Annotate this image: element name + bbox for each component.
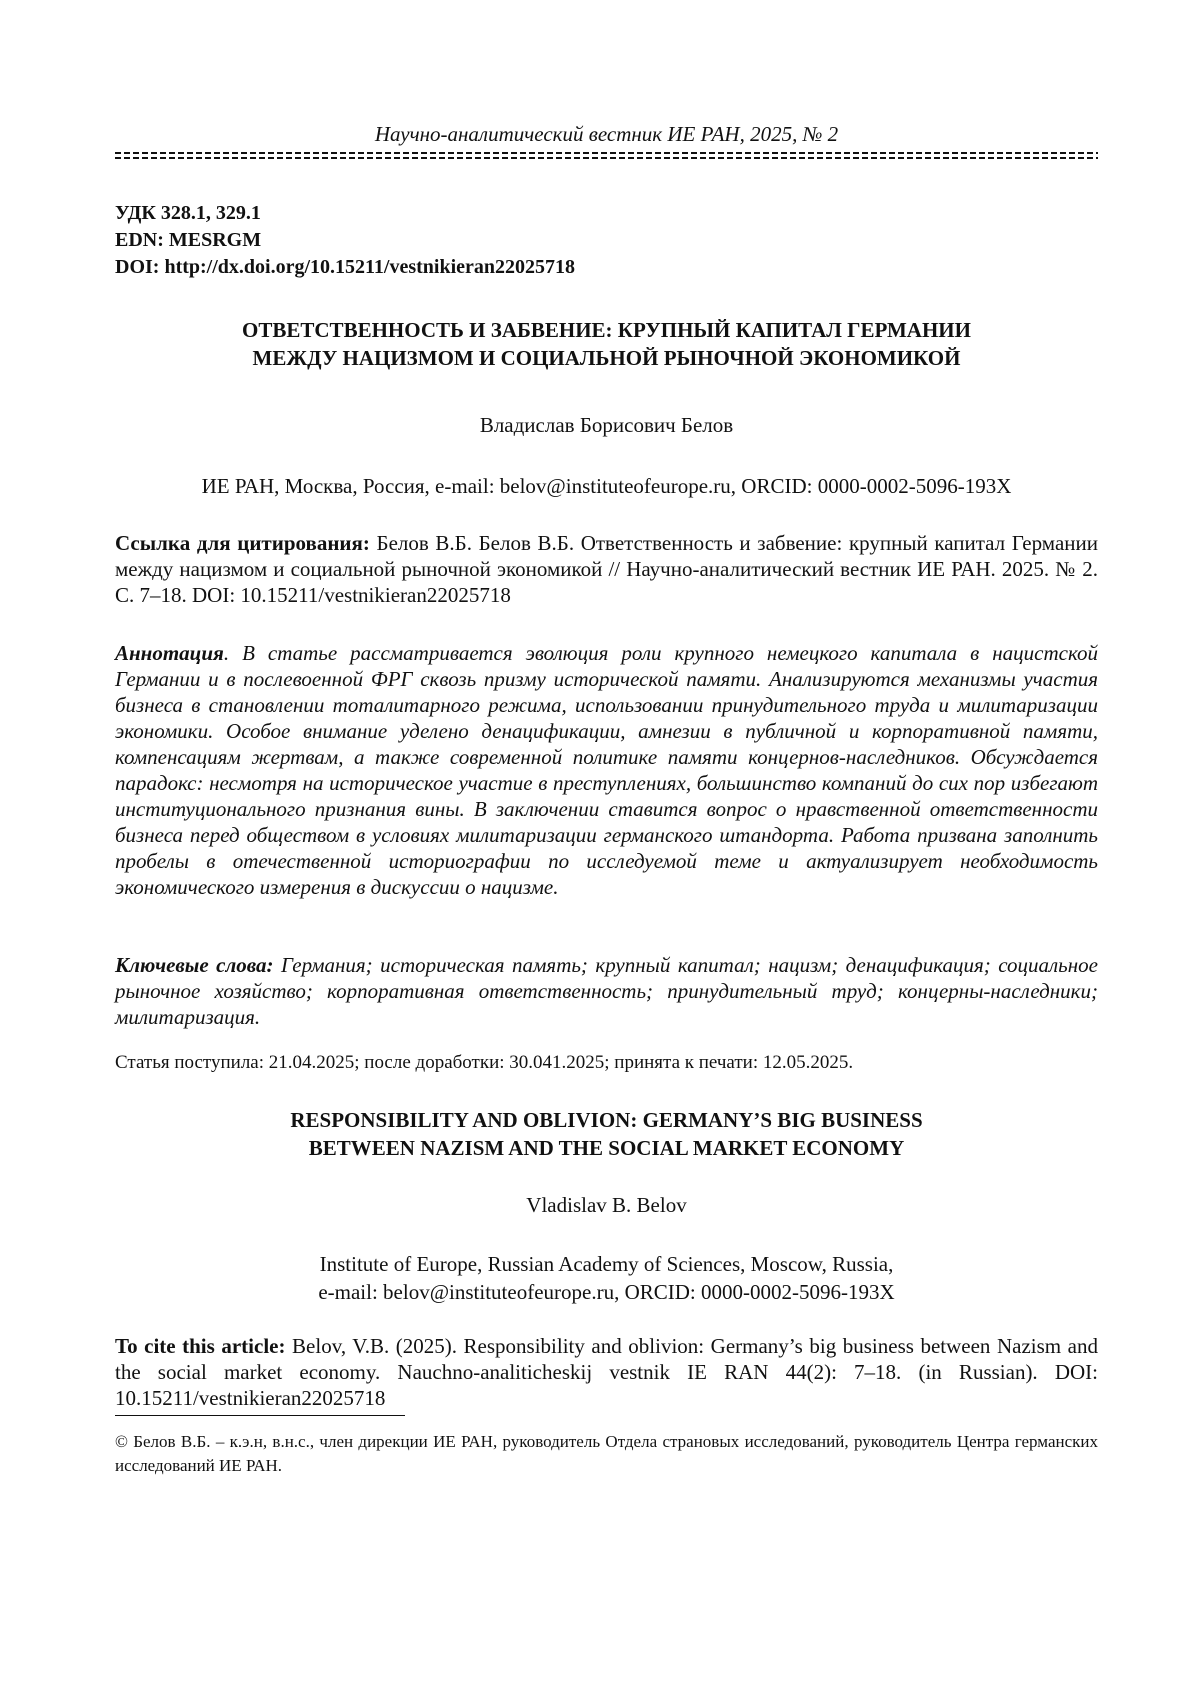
english-affiliation-line-1: Institute of Europe, Russian Academy of Sciences, Moscow, Russia,	[319, 1252, 894, 1276]
english-title-line-2: BETWEEN NAZISM AND THE SOCIAL MARKET ECONOMY	[308, 1136, 905, 1160]
english-citation-text: Belov, V.B. (2025). Responsibility and oblivion: Germany’s big business between Nazism and the social market economy. Nauchno-analiticheskij vestnik IE RAN 44(2): 7–18. (in Russian). DOI: 10.15211/vestnikieran22025718	[115, 1334, 1098, 1410]
russian-affiliation: ИЕ РАН, Москва, Россия, e-mail: belov@instituteofeurope.ru, ORCID: 0000-0002-5096-193X	[201, 474, 1012, 498]
header-divider	[115, 152, 1098, 161]
english-citation	[115, 1333, 1098, 1411]
english-title-line-1: RESPONSIBILITY AND OBLIVION: GERMANY’S BIG BUSINESS	[290, 1108, 923, 1132]
english-author: Vladislav B. Belov	[526, 1193, 687, 1217]
abstract	[115, 640, 1098, 900]
article-dates: Статья поступила: 21.04.2025; после доработки: 30.041.2025; принята к печати: 12.05.2025.	[115, 1052, 854, 1073]
doi-link[interactable]: DOI: http://dx.doi.org/10.15211/vestnikieran22025718	[115, 256, 576, 278]
english-citation-label: To cite this article:	[115, 1334, 286, 1358]
keywords-label: Ключевые слова:	[115, 953, 274, 977]
russian-title-line-2: МЕЖДУ НАЦИЗМОМ И СОЦИАЛЬНОЙ РЫНОЧНОЙ ЭКОНОМИКОЙ	[252, 346, 961, 370]
udk-code: УДК 328.1, 329.1	[115, 202, 261, 224]
keywords	[115, 952, 1098, 1030]
russian-citation-text: Белов В.Б. Белов В.Б. Ответственность и забвение: крупный капитал Германии между нацизмом и социальной рыночной экономикой // Научно-аналитический вестник ИЕ РАН. 2025. № 2. С. 7–18. DOI: 10.15211/vestnikieran22025718	[115, 531, 1098, 607]
footnote-divider	[115, 1415, 405, 1416]
edn-code: EDN: MESRGM	[115, 229, 262, 251]
article-metadata	[115, 200, 575, 281]
russian-author: Владислав Борисович Белов	[479, 413, 734, 437]
running-head: Научно-аналитический вестник ИЕ РАН, 2025, № 2	[374, 122, 839, 146]
english-title	[115, 1106, 1098, 1162]
abstract-text: . В статье рассматривается эволюция роли крупного немецкого капитала в нацистской Германии и в послевоенной ФРГ сквозь призму исторической памяти. Анализируются механизмы участия бизнеса в становлении тоталитарного режима, использовании принудительного труда и милитаризации экономики. Особое внимание уделено денацификации, амнезии в публичной и корпоративной памяти, компенсациям жертвам, а также современной политике памяти концернов-наследников. Обсуждается парадокс: несмотря на историческое участие в преступлениях, большинство компаний до сих пор избегают институционального признания вины. В заключении ставится вопрос о нравственной ответственности бизнеса перед обществом в условиях милитаризации германского штандорта. Работа призвана заполнить пробелы в отечественной историографии по исследуемой теме и актуализирует необходимость экономического измерения в дискуссии о нацизме.	[115, 641, 1098, 899]
russian-citation	[115, 530, 1098, 608]
russian-title	[115, 316, 1098, 372]
abstract-label: Аннотация	[115, 641, 224, 665]
russian-title-line-1: ОТВЕТСТВЕННОСТЬ И ЗАБВЕНИЕ: КРУПНЫЙ КАПИТАЛ ГЕРМАНИИ	[242, 318, 971, 342]
english-affiliation-line-2: e-mail: belov@instituteofeurope.ru, ORCID: 0000-0002-5096-193X	[318, 1280, 895, 1304]
english-affiliation	[115, 1250, 1098, 1306]
russian-citation-label: Ссылка для цитирования:	[115, 531, 370, 555]
keywords-text: Германия; историческая память; крупный капитал; нацизм; денацификация; социальное рыночное хозяйство; корпоративная ответственность; принудительный труд; концерны-наследники; милитаризация.	[115, 953, 1098, 1029]
author-footnote: © Белов В.Б. – к.э.н, в.н.с., член дирекции ИЕ РАН, руководитель Отдела страновых исследований, руководитель Центра германских исследований ИЕ РАН.	[115, 1432, 1098, 1475]
